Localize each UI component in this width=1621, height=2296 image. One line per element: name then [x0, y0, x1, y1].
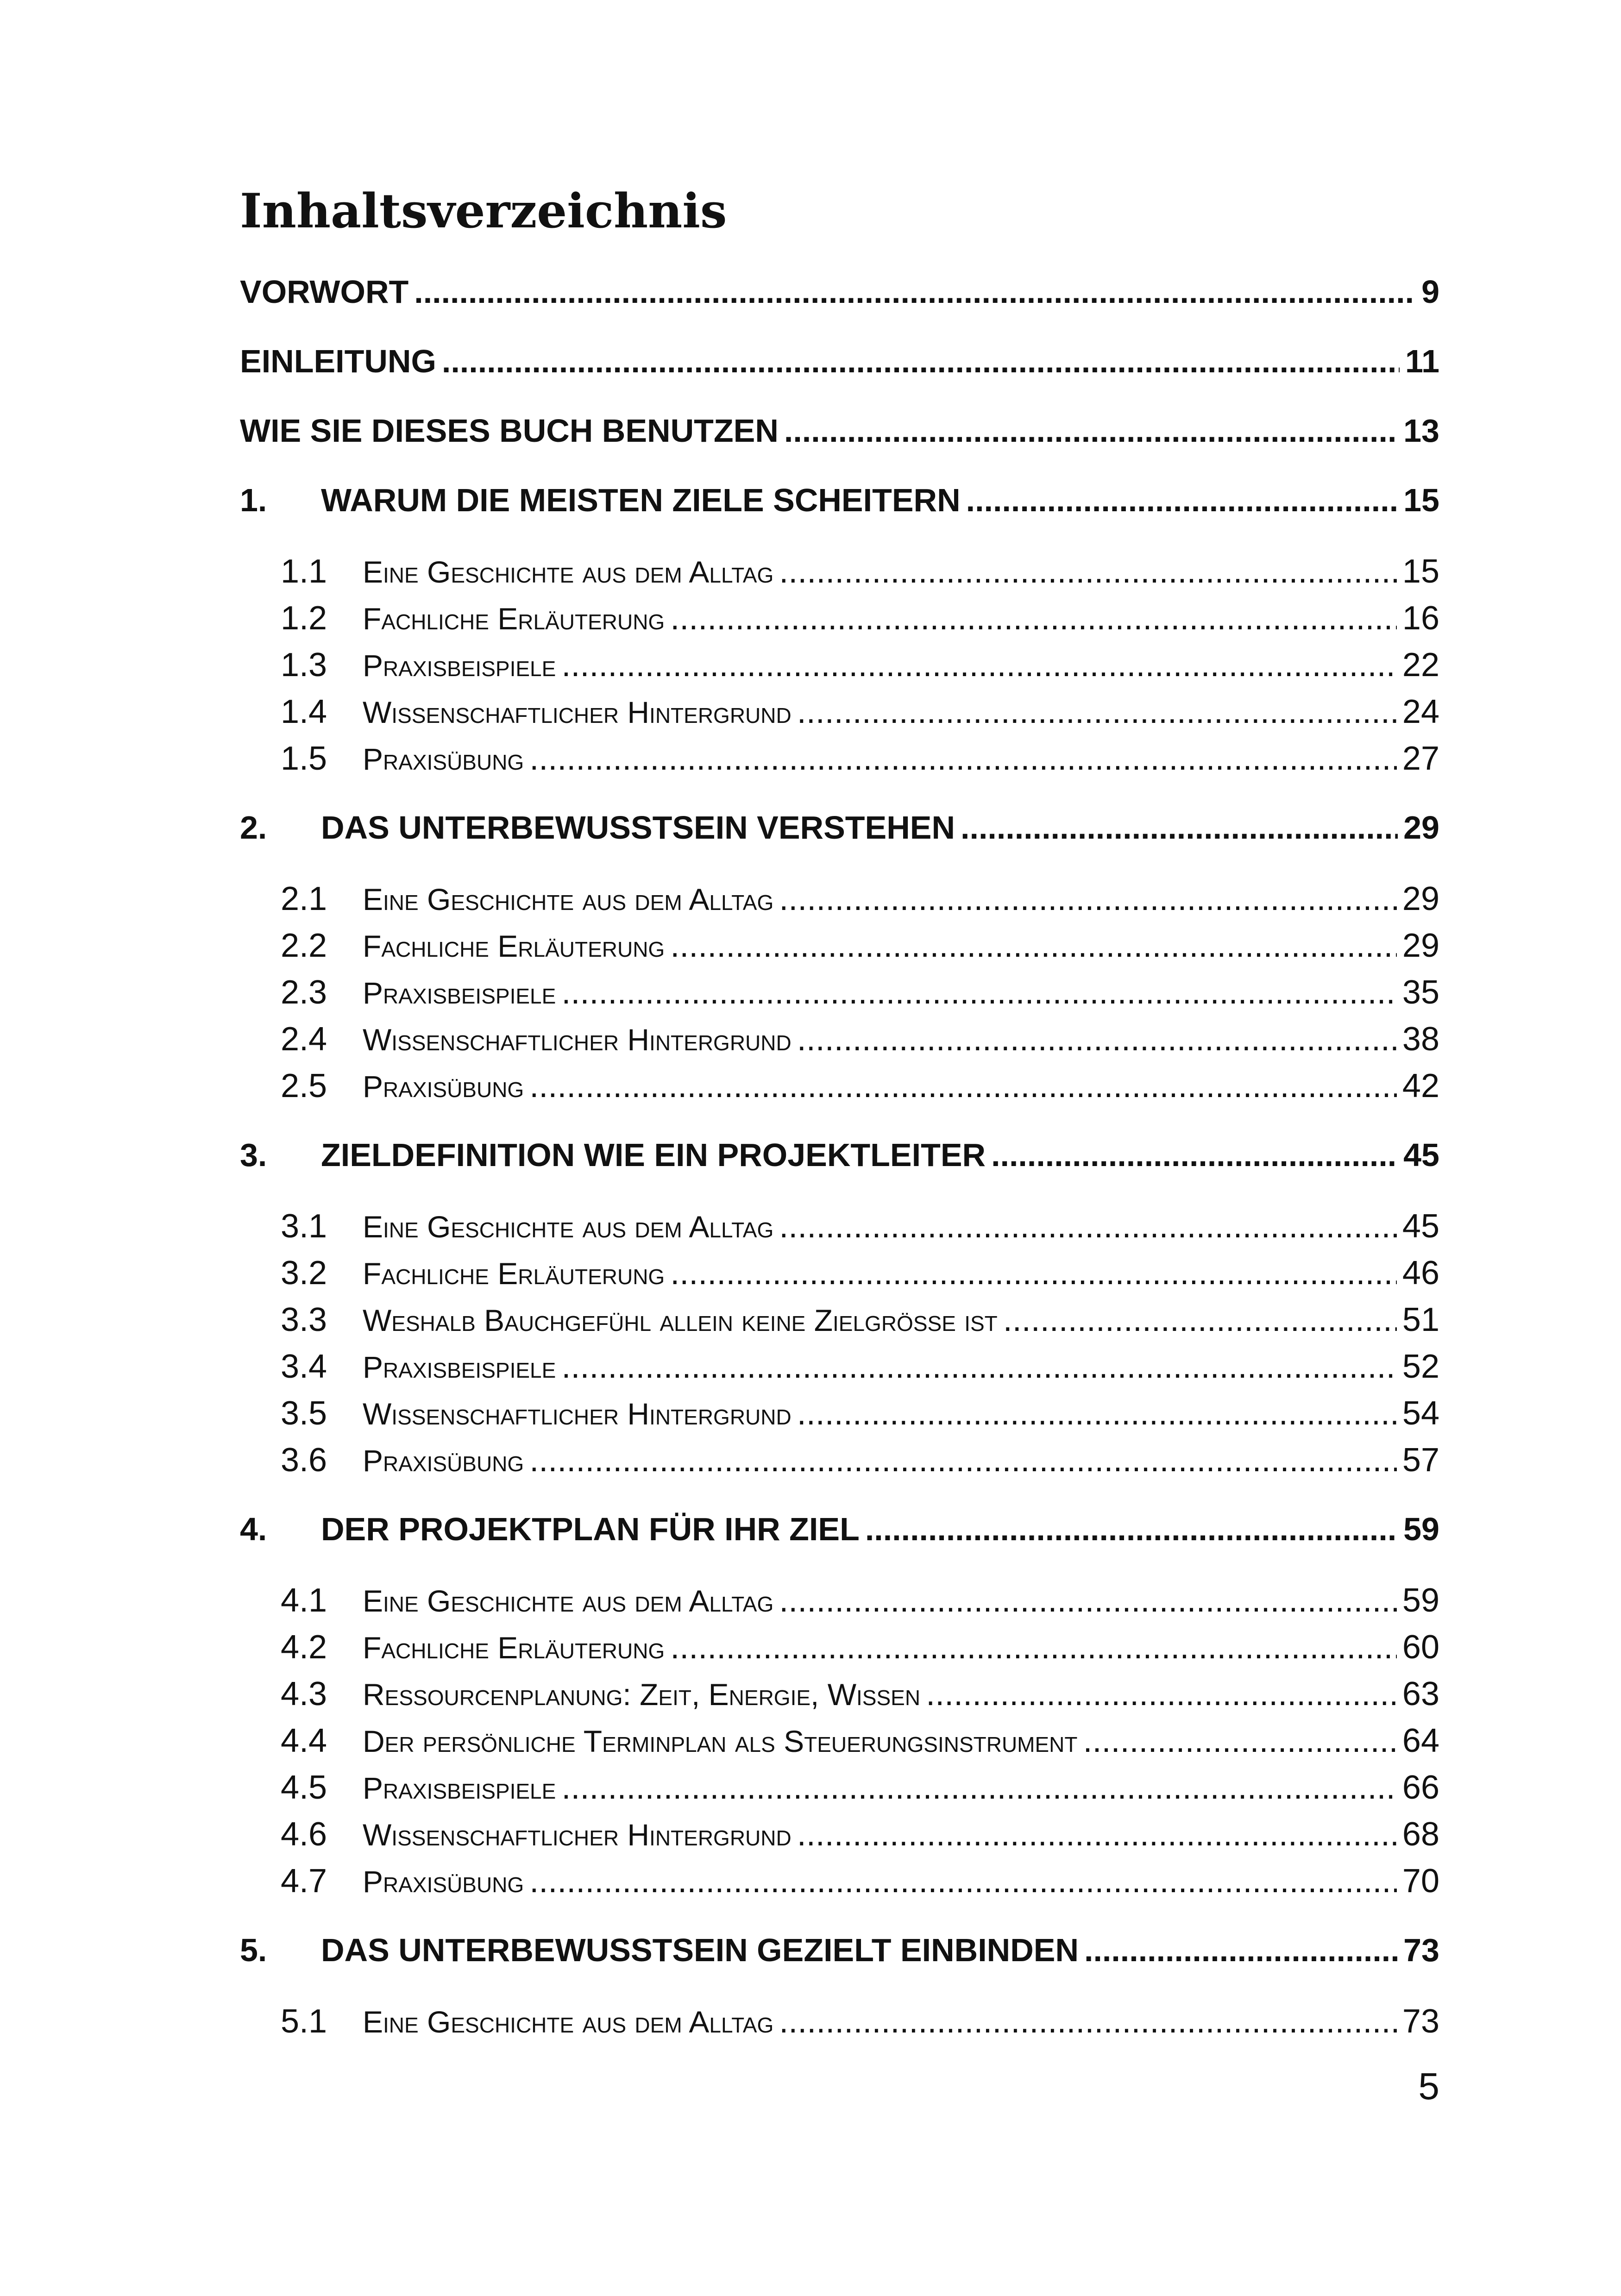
dot-leader	[1083, 1722, 1396, 1760]
dot-leader	[865, 1511, 1398, 1548]
dot-leader	[779, 2002, 1397, 2040]
toc-chapter-entry[interactable]	[240, 1932, 1439, 1969]
toc-entry-number: 3.4	[281, 1348, 327, 1385]
toc-entry-label: Eine Geschichte aus dem Alltag	[363, 1584, 774, 1618]
toc-entry-page: 70	[1402, 1863, 1439, 1900]
toc-entry-number: 4.	[240, 1511, 267, 1547]
dot-leader	[529, 740, 1397, 778]
toc-chapter-entry[interactable]	[240, 1136, 1439, 1173]
dot-leader	[797, 693, 1397, 731]
toc-entry-label: Praxisübung	[363, 1069, 524, 1104]
toc-section-entry[interactable]	[240, 927, 1439, 965]
toc-chapter-entry[interactable]	[240, 343, 1439, 380]
dot-leader	[1003, 1301, 1397, 1339]
toc-chapter-entry[interactable]	[240, 412, 1439, 449]
toc-entry-page: 13	[1403, 413, 1439, 449]
toc-entry-number: 4.7	[281, 1863, 327, 1900]
toc-section-entry[interactable]	[240, 1628, 1439, 1666]
toc-entry-label: Fachliche Erläuterung	[363, 929, 665, 963]
toc-section-entry[interactable]	[240, 2002, 1439, 2040]
dot-leader	[561, 1348, 1397, 1386]
dot-leader	[1084, 1932, 1398, 1969]
dot-leader	[442, 343, 1400, 380]
dot-leader	[779, 1581, 1397, 1619]
toc-entry-label: ZIELDEFINITION WIE EIN PROJEKTLEITER	[321, 1137, 986, 1173]
toc-entry-number: 2.3	[281, 974, 327, 1011]
toc-entry-number: 3.5	[281, 1395, 327, 1432]
toc-section-entry[interactable]	[240, 1815, 1439, 1853]
toc-section-entry[interactable]	[240, 646, 1439, 684]
toc-entry-label: Praxisbeispiele	[363, 1771, 556, 1805]
toc-entry-page: 15	[1402, 553, 1439, 590]
toc-entry-number: 4.1	[281, 1582, 327, 1619]
toc-section-entry[interactable]	[240, 1581, 1439, 1619]
toc-entry-number: 2.5	[281, 1067, 327, 1104]
toc-entry-number: 3.	[240, 1137, 267, 1173]
toc-chapter-entry[interactable]	[240, 273, 1439, 310]
toc-entry-number: 4.5	[281, 1769, 327, 1806]
toc-section-entry[interactable]	[240, 599, 1439, 637]
toc-entry-label: Eine Geschichte aus dem Alltag	[363, 882, 774, 916]
dot-leader	[966, 482, 1398, 519]
toc-entry-page: 73	[1403, 1932, 1439, 1968]
dot-leader	[670, 1254, 1397, 1292]
toc-entry-page: 9	[1421, 274, 1439, 310]
toc-section-entry[interactable]	[240, 880, 1439, 918]
dot-leader	[670, 1628, 1397, 1666]
toc-entry-page: 73	[1402, 2003, 1439, 2040]
toc-entry-number: 3.2	[281, 1255, 327, 1292]
toc-entry-number: 1.5	[281, 740, 327, 777]
toc-entry-number: 4.6	[281, 1816, 327, 1853]
toc-chapter-entry[interactable]	[240, 809, 1439, 846]
toc-entry-number: 4.4	[281, 1722, 327, 1759]
dot-leader	[991, 1136, 1398, 1173]
page-number: 5	[1418, 2065, 1439, 2108]
dot-leader	[529, 1441, 1397, 1479]
toc-entry-number: 1.4	[281, 693, 327, 730]
toc-entry-page: 24	[1402, 693, 1439, 730]
toc-section-entry[interactable]	[240, 693, 1439, 731]
toc-entry-label: Praxisübung	[363, 1443, 524, 1478]
toc-entry-number: 2.4	[281, 1021, 327, 1058]
toc-entry-number: 4.3	[281, 1675, 327, 1713]
toc-entry-page: 64	[1402, 1722, 1439, 1759]
toc-entry-number: 3.6	[281, 1442, 327, 1479]
page-title: Inhaltsverzeichnis	[240, 183, 727, 239]
toc-entry-label: Wissenschaftlicher Hintergrund	[363, 1818, 792, 1852]
toc-entry-label: Der persönliche Terminplan als Steuerungsinstrument	[363, 1724, 1078, 1758]
dot-leader	[779, 880, 1397, 918]
dot-leader	[784, 412, 1398, 449]
toc-entry-number: 1.	[240, 482, 267, 518]
toc-entry-label: WARUM DIE MEISTEN ZIELE SCHEITERN	[321, 482, 961, 518]
toc-entry-page: 42	[1402, 1067, 1439, 1104]
toc-entry-page: 27	[1402, 740, 1439, 777]
toc-entry-page: 38	[1402, 1021, 1439, 1058]
toc-entry-label: WIE SIE DIESES BUCH BENUTZEN	[240, 413, 779, 449]
toc-entry-page: 54	[1402, 1395, 1439, 1432]
toc-entry-page: 45	[1402, 1208, 1439, 1245]
toc-entry-label: Praxisübung	[363, 742, 524, 776]
toc-entry-label: Eine Geschichte aus dem Alltag	[363, 555, 774, 589]
toc-entry-number: 5.1	[281, 2003, 327, 2040]
dot-leader	[779, 1207, 1397, 1245]
dot-leader	[529, 1067, 1397, 1105]
dot-leader	[561, 646, 1397, 684]
toc-section-entry[interactable]	[240, 1722, 1439, 1760]
toc-entry-label: DAS UNTERBEWUSSTSEIN GEZIELT EINBINDEN	[321, 1932, 1079, 1968]
toc-entry-page: 29	[1403, 809, 1439, 846]
dot-leader	[797, 1394, 1397, 1432]
toc-section-entry[interactable]	[240, 1348, 1439, 1386]
toc-entry-page: 52	[1402, 1348, 1439, 1385]
toc-entry-number: 2.	[240, 809, 267, 846]
toc-entry-page: 29	[1402, 880, 1439, 917]
toc-entry-label: Wissenschaftlicher Hintergrund	[363, 695, 792, 729]
toc-entry-page: 60	[1402, 1629, 1439, 1666]
toc-entry-page: 29	[1402, 927, 1439, 964]
toc-entry-page: 66	[1402, 1769, 1439, 1806]
dot-leader	[797, 1815, 1397, 1853]
dot-leader	[670, 599, 1397, 637]
dot-leader	[670, 927, 1397, 965]
toc-entry-label: Wissenschaftlicher Hintergrund	[363, 1023, 792, 1057]
toc-entry-page: 63	[1402, 1675, 1439, 1713]
toc-entry-number: 1.1	[281, 553, 327, 590]
toc-entry-number: 1.2	[281, 600, 327, 637]
toc-entry-label: DER PROJEKTPLAN FÜR IHR ZIEL	[321, 1511, 860, 1547]
toc-entry-label: Praxisbeispiele	[363, 648, 556, 683]
dot-leader	[561, 973, 1397, 1011]
toc-entry-label: Wissenschaftlicher Hintergrund	[363, 1397, 792, 1431]
dot-leader	[414, 273, 1416, 310]
toc-entry-page: 16	[1402, 600, 1439, 637]
toc-entry-page: 46	[1402, 1255, 1439, 1292]
toc-section-entry[interactable]	[240, 1675, 1439, 1713]
toc-entry-label: VORWORT	[240, 274, 409, 310]
toc-entry-number: 3.3	[281, 1301, 327, 1338]
toc-section-entry[interactable]	[240, 1067, 1439, 1105]
toc-entry-label: EINLEITUNG	[240, 343, 436, 379]
toc-entry-number: 5.	[240, 1932, 267, 1968]
toc-section-entry[interactable]	[240, 1769, 1439, 1807]
toc-chapter-entry[interactable]	[240, 1511, 1439, 1548]
toc-section-entry[interactable]	[240, 552, 1439, 590]
toc-entry-page: 11	[1405, 343, 1439, 379]
toc-entry-label: Fachliche Erläuterung	[363, 1256, 665, 1291]
toc-entry-page: 68	[1402, 1816, 1439, 1853]
toc-entry-page: 57	[1402, 1442, 1439, 1479]
toc-entry-label: Ressourcenplanung: Zeit, Energie, Wissen	[363, 1677, 921, 1712]
toc-entry-page: 15	[1403, 482, 1439, 518]
toc-entry-label: DAS UNTERBEWUSSTSEIN VERSTEHEN	[321, 809, 955, 846]
dot-leader	[926, 1675, 1397, 1713]
toc-entry-page: 45	[1403, 1137, 1439, 1173]
toc-entry-page: 51	[1402, 1301, 1439, 1338]
toc-entry-label: Praxisbeispiele	[363, 1350, 556, 1384]
dot-leader	[961, 809, 1398, 846]
toc-entry-number: 2.1	[281, 880, 327, 917]
toc-entry-label: Praxisbeispiele	[363, 976, 556, 1010]
toc-section-entry[interactable]	[240, 1862, 1439, 1900]
toc-entry-label: Praxisübung	[363, 1864, 524, 1899]
toc-entry-page: 59	[1402, 1582, 1439, 1619]
toc-section-entry[interactable]	[240, 1441, 1439, 1479]
dot-leader	[779, 552, 1397, 590]
toc-section-entry[interactable]	[240, 740, 1439, 778]
toc-section-entry[interactable]	[240, 1301, 1439, 1339]
toc-entry-label: Fachliche Erläuterung	[363, 602, 665, 636]
toc-entry-label: Eine Geschichte aus dem Alltag	[363, 2005, 774, 2039]
toc-section-entry[interactable]	[240, 1207, 1439, 1245]
dot-leader	[529, 1862, 1397, 1900]
toc-entry-label: Fachliche Erläuterung	[363, 1631, 665, 1665]
toc-entry-number: 4.2	[281, 1629, 327, 1666]
toc-chapter-entry[interactable]	[240, 482, 1439, 519]
toc-section-entry[interactable]	[240, 973, 1439, 1011]
toc-entry-label: Eine Geschichte aus dem Alltag	[363, 1210, 774, 1244]
toc-entry-page: 35	[1402, 974, 1439, 1011]
toc-entry-number: 1.3	[281, 646, 327, 684]
toc-entry-number: 3.1	[281, 1208, 327, 1245]
toc-section-entry[interactable]	[240, 1254, 1439, 1292]
toc-entry-number: 2.2	[281, 927, 327, 964]
toc-section-entry[interactable]	[240, 1394, 1439, 1432]
toc-entry-page: 22	[1402, 646, 1439, 684]
toc-entry-label: Weshalb Bauchgefühl allein keine Zielgröße ist	[363, 1303, 998, 1337]
toc-section-entry[interactable]	[240, 1020, 1439, 1058]
toc-entry-page: 59	[1403, 1511, 1439, 1547]
dot-leader	[561, 1769, 1397, 1807]
dot-leader	[797, 1020, 1397, 1058]
